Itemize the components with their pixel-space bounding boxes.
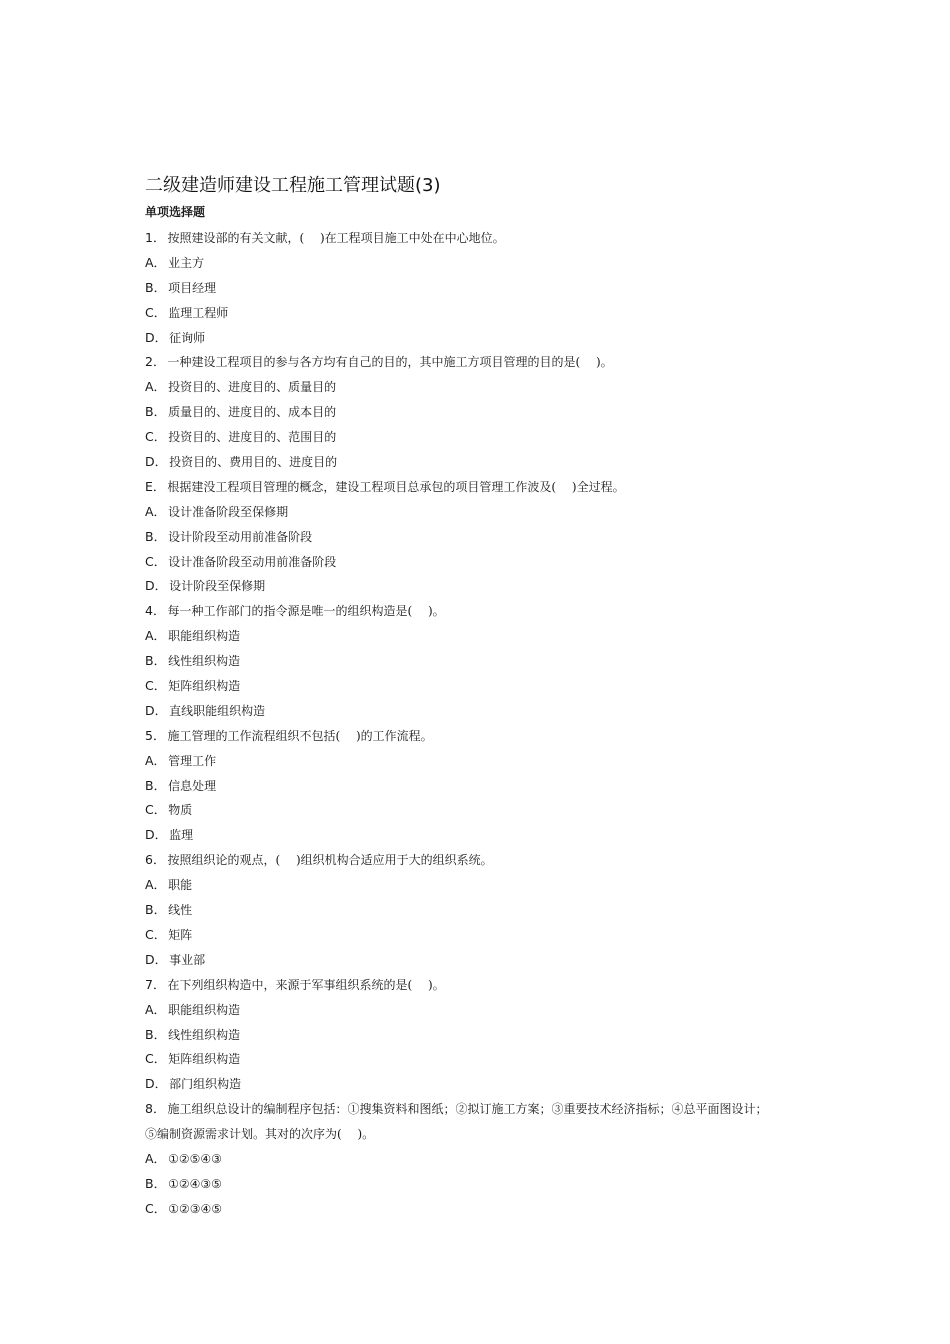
option-text: 矩阵 bbox=[168, 927, 193, 942]
question-text-continuation bbox=[145, 1122, 845, 1147]
option-text: 设计准备阶段至保修期 bbox=[168, 504, 289, 519]
option-label: C． bbox=[145, 802, 167, 818]
option-text: 信息处理 bbox=[168, 778, 217, 793]
option-label: C． bbox=[145, 1200, 167, 1216]
option-text: 监理 bbox=[169, 828, 194, 843]
question-text: 每一种工作部门的指令源是唯一的组织构造是( )。 bbox=[167, 604, 445, 619]
option-text: ①②③④⑤ bbox=[168, 1201, 223, 1216]
option-label: D． bbox=[145, 454, 168, 470]
option-line bbox=[145, 649, 845, 674]
question-text: 按照组织论的观点，( )组织机构合适应用于大的组织系统。 bbox=[167, 853, 493, 868]
option-text: ①②④③⑤ bbox=[168, 1176, 222, 1191]
question-line bbox=[145, 1097, 845, 1122]
option-label: C． bbox=[145, 304, 167, 320]
option-line bbox=[145, 425, 845, 450]
question-number: 8． bbox=[145, 1101, 166, 1117]
option-line bbox=[145, 301, 845, 326]
option-text: 矩阵组织构造 bbox=[168, 679, 241, 694]
option-label: C． bbox=[145, 429, 167, 445]
question-text: 在下列组织构造中，来源于军事组织系统的是( )。 bbox=[167, 977, 445, 992]
option-label: B． bbox=[145, 902, 167, 918]
option-line bbox=[145, 450, 845, 475]
question-number: 6． bbox=[145, 852, 166, 868]
option-line bbox=[145, 923, 845, 948]
question-line bbox=[145, 724, 845, 749]
option-label: D． bbox=[145, 827, 168, 843]
option-line bbox=[145, 998, 845, 1023]
option-text: 部门组织构造 bbox=[169, 1077, 242, 1092]
option-text: 设计阶段至保修期 bbox=[169, 579, 266, 594]
option-line bbox=[145, 500, 845, 525]
document-title: 二级建造师建设工程施工管理试题(3) bbox=[145, 175, 441, 196]
option-text: 业主方 bbox=[168, 255, 205, 270]
option-line bbox=[145, 674, 845, 699]
option-line bbox=[145, 624, 845, 649]
option-line bbox=[145, 798, 845, 823]
option-text: 线性组织构造 bbox=[168, 654, 241, 669]
question-number: 2． bbox=[145, 354, 166, 370]
option-label: A． bbox=[145, 254, 167, 270]
option-label: D． bbox=[145, 329, 168, 345]
option-text: 管理工作 bbox=[168, 753, 217, 768]
option-line bbox=[145, 948, 845, 973]
option-text: 投资目的、费用目的、进度目的 bbox=[169, 455, 338, 470]
option-label: C． bbox=[145, 1051, 167, 1067]
option-label: A． bbox=[145, 877, 167, 893]
option-text: 线性组织构造 bbox=[168, 1027, 241, 1042]
option-line bbox=[145, 898, 845, 923]
question-text: 施工管理的工作流程组织不包括( )的工作流程。 bbox=[167, 728, 433, 743]
question-number: 7． bbox=[145, 976, 166, 992]
option-label: B． bbox=[145, 1175, 167, 1191]
option-label: A． bbox=[145, 1150, 167, 1166]
question-line bbox=[145, 350, 845, 375]
option-label: A． bbox=[145, 752, 167, 768]
option-label: B． bbox=[145, 653, 167, 669]
option-line bbox=[145, 823, 845, 848]
option-label: D． bbox=[145, 1076, 168, 1092]
question-line bbox=[145, 599, 845, 624]
option-label: C． bbox=[145, 926, 167, 942]
question-text: 施工组织总设计的编制程序包括：①搜集资料和图纸；②拟订施工方案；③重要技术经济指标；④总平面图设计； bbox=[167, 1102, 768, 1117]
question-line bbox=[145, 848, 845, 873]
option-label: D． bbox=[145, 578, 168, 594]
option-text: 投资目的、进度目的、质量目的 bbox=[168, 380, 337, 395]
option-label: D． bbox=[145, 951, 168, 967]
option-label: B． bbox=[145, 404, 167, 420]
option-label: A． bbox=[145, 379, 167, 395]
option-line bbox=[145, 1047, 845, 1072]
option-text: 投资目的、进度目的、范围目的 bbox=[168, 430, 337, 445]
option-line bbox=[145, 326, 845, 351]
option-line bbox=[145, 574, 845, 599]
option-label: B． bbox=[145, 777, 167, 793]
option-text: 设计阶段至动用前准备阶段 bbox=[168, 529, 313, 544]
option-line bbox=[145, 1072, 845, 1097]
option-text: 事业部 bbox=[169, 952, 206, 967]
question-list bbox=[145, 226, 845, 1222]
option-text: 职能组织构造 bbox=[168, 1002, 241, 1017]
question-number: 4． bbox=[145, 603, 166, 619]
option-label: B． bbox=[145, 528, 167, 544]
question-number: 1． bbox=[145, 230, 166, 245]
option-text: 职能 bbox=[168, 878, 193, 893]
option-text: 职能组织构造 bbox=[168, 629, 241, 644]
question-text: ⑤编制资源需求计划。其对的次序为( )。 bbox=[145, 1127, 375, 1142]
option-label: C． bbox=[145, 553, 167, 569]
question-number: E． bbox=[145, 478, 166, 494]
question-text: 根据建没工程项目管理的概念，建设工程项目总承包的项目管理工作波及( )全过程。 bbox=[167, 479, 625, 494]
option-line bbox=[145, 1147, 845, 1172]
option-label: A． bbox=[145, 503, 167, 519]
option-line bbox=[145, 251, 845, 276]
option-label: B． bbox=[145, 1026, 167, 1042]
option-line bbox=[145, 774, 845, 799]
option-text: 项目经理 bbox=[168, 280, 217, 295]
option-text: 设计准备阶段至动用前准备阶段 bbox=[168, 554, 337, 569]
option-line bbox=[145, 276, 845, 301]
option-text: 矩阵组织构造 bbox=[168, 1052, 241, 1067]
option-text: 直线职能组织构造 bbox=[169, 703, 266, 718]
option-label: D． bbox=[145, 702, 168, 718]
section-heading: 单项选择题 bbox=[145, 205, 206, 219]
question-text: 按照建设部的有关文献，( )在工程项目施工中处在中心地位。 bbox=[167, 231, 505, 245]
question-line bbox=[145, 475, 845, 500]
option-line bbox=[145, 525, 845, 550]
option-line bbox=[145, 873, 845, 898]
option-text: ①②⑤④③ bbox=[168, 1151, 222, 1166]
option-text: 质量目的、进度目的、成本目的 bbox=[168, 405, 337, 420]
option-label: B． bbox=[145, 279, 167, 295]
question-line bbox=[145, 973, 845, 998]
option-label: C． bbox=[145, 678, 167, 694]
question-number: 5． bbox=[145, 727, 166, 743]
question-line bbox=[145, 226, 845, 251]
option-text: 线性 bbox=[168, 903, 193, 918]
option-line bbox=[145, 400, 845, 425]
option-line bbox=[145, 375, 845, 400]
option-line bbox=[145, 1197, 845, 1222]
option-line bbox=[145, 1172, 845, 1197]
option-line bbox=[145, 1023, 845, 1048]
option-line bbox=[145, 550, 845, 575]
option-text: 征询师 bbox=[169, 330, 206, 345]
option-label: A． bbox=[145, 628, 167, 644]
option-line bbox=[145, 749, 845, 774]
option-text: 物质 bbox=[168, 803, 193, 818]
option-text: 监理工程师 bbox=[168, 305, 229, 320]
option-label: A． bbox=[145, 1001, 167, 1017]
question-text: 一种建设工程项目的参与各方均有自己的目的，其中施工方项目管理的目的是( )。 bbox=[167, 355, 613, 370]
option-line bbox=[145, 699, 845, 724]
